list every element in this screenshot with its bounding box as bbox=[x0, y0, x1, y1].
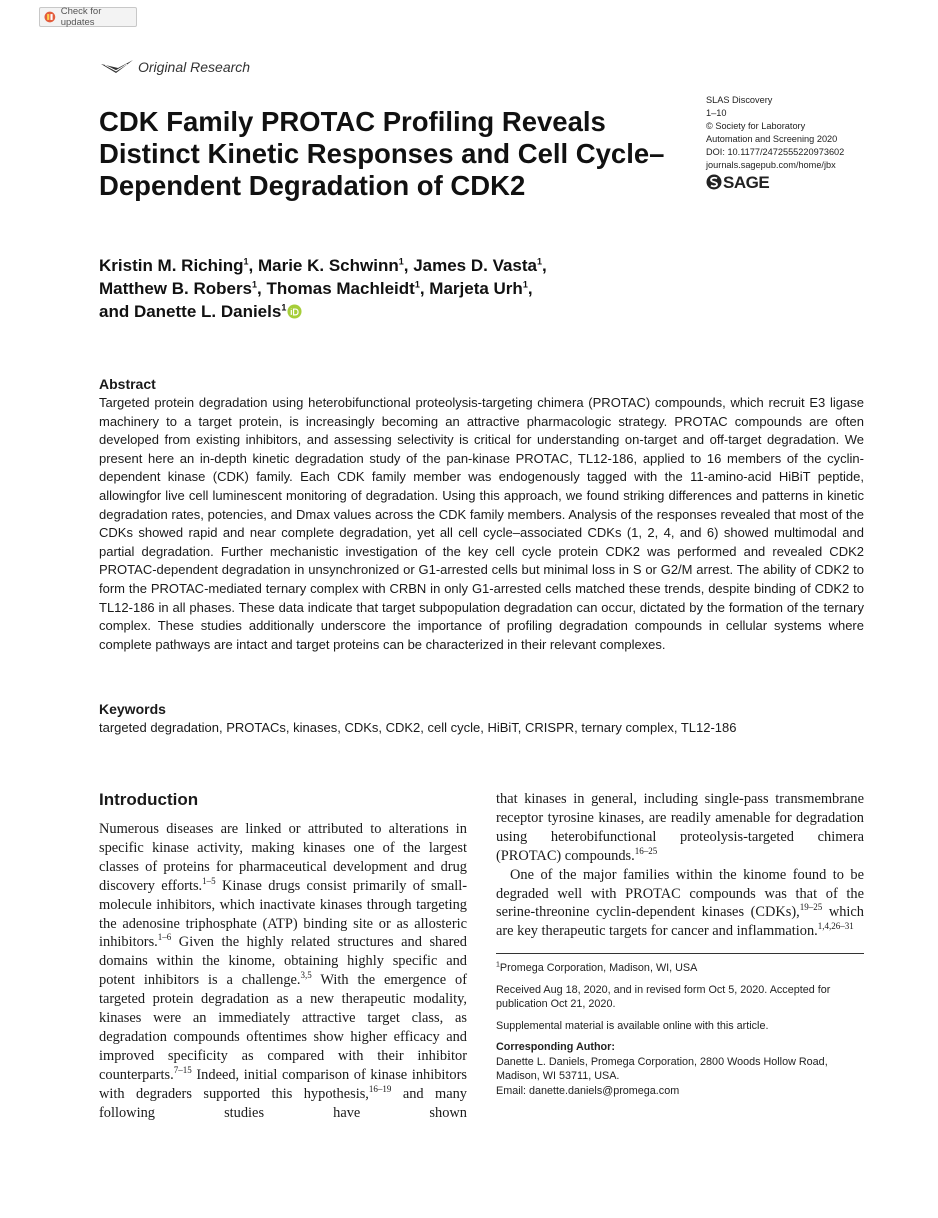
check-updates-icon bbox=[44, 11, 56, 23]
journal-copyright-1: © Society for Laboratory bbox=[706, 121, 806, 131]
citation-ref[interactable]: 1,4,26–31 bbox=[817, 921, 854, 932]
introduction-paragraph-2: One of the major families within the kinome found to be degraded well with PROTAC compounds was that of the serine-threonine cyclin-dependent kinases (CDKs),$^{19-25}$ which are key therapeutic targets for cancer and inflammation.$^{1,4,26-31}$ bbox=[496, 866, 864, 940]
keywords-body: targeted degradation, PROTACs, kinases, CDKs, CDK2, cell cycle, HiBiT, CRISPR, ternary complex, TL12-186 bbox=[99, 720, 737, 735]
journal-doi[interactable]: DOI: 10.1177/2472555220973602 bbox=[706, 147, 845, 157]
received-footnote: Received Aug 18, 2020, and in revised form Oct 5, 2020. Accepted for publication Oct 21, 2020. bbox=[496, 983, 831, 1010]
author-name: Thomas Machleidt bbox=[266, 279, 415, 298]
author-affiliation-mark: 1 bbox=[252, 279, 258, 290]
article-type-label: Original Research bbox=[138, 59, 251, 75]
citation-ref[interactable]: 7–15 bbox=[173, 1064, 192, 1075]
author-affiliation-mark: 1 bbox=[522, 279, 528, 290]
keywords-heading: Keywords bbox=[99, 701, 166, 717]
check-for-updates-button[interactable] bbox=[39, 7, 137, 27]
article-type bbox=[100, 58, 250, 76]
footnotes bbox=[496, 961, 864, 1105]
citation-ref[interactable]: 16–19 bbox=[368, 1083, 392, 1094]
citation-ref[interactable]: 1–6 bbox=[157, 932, 172, 943]
introduction-left-column: Numerous diseases are linked or attributed to alterations in specific kinase activity, making kinases one of the largest classes of proteins for pharmaceutical development and drug discovery efforts.$^{1-5}$ Kinase drugs consist primarily of small-molecule inhibitors, which inactivate kinases through targeting the adenosine triphosphate (ATP) binding site or as allosteric inhibitors.$^{1-6}$ Given the highly related structures and shared domains within the kinome, obtaining highly specific and potent inhibitors is a challenge.$^{3,5}$ With the emergence of targeted protein degradation as a new therapeutic modality, kinases were an immediately attractive target class, as degradation compounds oftentimes show higher efficacy and improved specificity as compared with their inhibitor counterparts.$^{7-15}$ Indeed, initial comparison of kinase inhibitors with degraders supported this hypothesis,$^{16-19}$ and many following studies have shown bbox=[99, 821, 467, 1121]
author-affiliation-mark: 1 bbox=[414, 279, 420, 290]
introduction-paragraph-continued: that kinases in general, including single-pass transmembrane receptor tyrosine kinases, are readily amenable for degradation using heterobifunctional proteolysis-targeted chimera (PROTAC) compounds.$^{16-25}$ bbox=[496, 791, 864, 864]
author-name: Marie K. Schwinn bbox=[257, 256, 399, 275]
introduction-heading: Introduction bbox=[99, 790, 199, 809]
author-affiliation-mark: 1 bbox=[537, 256, 543, 267]
author-affiliation-mark: 1 bbox=[281, 302, 287, 313]
corresponding-label: Corresponding Author: bbox=[496, 1041, 615, 1053]
journal-name: SLAS Discovery bbox=[706, 95, 773, 105]
author-name: Kristin M. Riching bbox=[99, 256, 244, 275]
citation-ref[interactable]: 19–25 bbox=[799, 902, 823, 913]
citation-ref[interactable]: 16–25 bbox=[634, 845, 658, 856]
sage-logo bbox=[706, 174, 844, 190]
journal-pages: 1–10 bbox=[706, 108, 727, 118]
author-list: Kristin M. Riching$^1$, Marie K. Schwinn$^1$, James D. Vasta$^1$, Matthew B. Robers$^1$, Thomas Machleidt$^1$, Marjeta Urh$^1$, and Danette L. Daniels$^1$ bbox=[99, 256, 547, 321]
citation-ref[interactable]: 1–5 bbox=[202, 875, 216, 886]
affiliation-mark: 1 bbox=[496, 961, 500, 969]
orcid-icon[interactable] bbox=[287, 304, 302, 319]
footnote-divider bbox=[496, 953, 864, 954]
affiliation-footnote bbox=[496, 961, 864, 976]
journal-copyright-2: Automation and Screening 2020 bbox=[706, 134, 838, 144]
check-updates-label: Check for updates bbox=[60, 6, 102, 28]
affiliation-text: Promega Corporation, Madison, WI, USA bbox=[499, 962, 698, 974]
introduction-right-column bbox=[496, 790, 864, 941]
author-name: Marjeta Urh bbox=[429, 279, 523, 298]
journal-url[interactable]: journals.sagepub.com/home/jbx bbox=[706, 160, 836, 170]
sage-logo-icon bbox=[706, 174, 722, 190]
corresponding-email[interactable]: Email: danette.daniels@promega.com bbox=[496, 1084, 680, 1097]
abstract-heading: Abstract bbox=[99, 376, 156, 392]
corresponding-author bbox=[496, 1040, 864, 1098]
journal-bird-icon bbox=[100, 58, 134, 76]
author-name: Matthew B. Robers bbox=[99, 279, 253, 298]
author-affiliation-mark: 1 bbox=[398, 256, 404, 267]
author-affiliation-mark: 1 bbox=[243, 256, 249, 267]
citation-ref[interactable]: 3,5 bbox=[300, 970, 312, 981]
supplemental-footnote: Supplemental material is available online with this article. bbox=[496, 1019, 769, 1032]
corresponding-address-2: Madison, WI 53711, USA. bbox=[496, 1070, 620, 1082]
author-name: and Danette L. Daniels bbox=[99, 302, 282, 321]
corresponding-address-1: Danette L. Daniels, Promega Corporation, 2800 Woods Hollow Road, bbox=[496, 1055, 828, 1068]
paper-title: CDK Family PROTAC Profiling Reveals Distinct Kinetic Responses and Cell Cycle–Dependent Degradation of CDK2 bbox=[99, 106, 665, 201]
abstract-body: Targeted protein degradation using heterobifunctional proteolysis-targeting chimera (PROTAC) compounds, which recruit E3 ligase machinery to a target protein, is increasingly becoming an attractive pharmacologic strategy. PROTAC compounds are often developed from existing inhibitors, and assessing selectivity is critical for understanding on-target and off-target degradation. We present here an in-depth kinetic degradation study of the pan-kinase PROTAC, TL12-186, applied to 16 members of the cyclin-dependent kinase (CDK) family. Each CDK family member was endogenously tagged with the 11-amino-acid HiBiT peptide, allowingfor live cell luminescent monitoring of degradation. Using this approach, we found striking differences and patterns in kinetic degradation rates, potencies, and Dmax values across the CDK family members. Analysis of the responses revealed that most of the CDKs showed rapid and near complete degradation, yet all cell cycle–associated CDKs (1, 2, 4, and 6) showed multimodal and partial degradation. Further mechanistic investigation of the key cell cycle protein CDK2 was performed and revealed CDK2 PROTAC-dependent degradation in unsynchronized or G1-arrested cells but minimal loss in S or G2/M arrest. The ability of CDK2 to form the PROTAC-mediated ternary complex with CRBN in only G1-arrested cells matched these trends, despite binding of CDK2 to TL12-186 in all phases. These data indicate that target subpopulation degradation can occur, dictated by the formation of the ternary complex. These studies additionally underscore the importance of profiling degradation compounds in cellular systems where complete pathways are intact and target proteins can be characterized in their relevant complexes. bbox=[99, 395, 864, 652]
sage-logo-text: SAGE bbox=[723, 172, 770, 192]
author-name: James D. Vasta bbox=[413, 256, 537, 275]
journal-info bbox=[706, 94, 844, 190]
